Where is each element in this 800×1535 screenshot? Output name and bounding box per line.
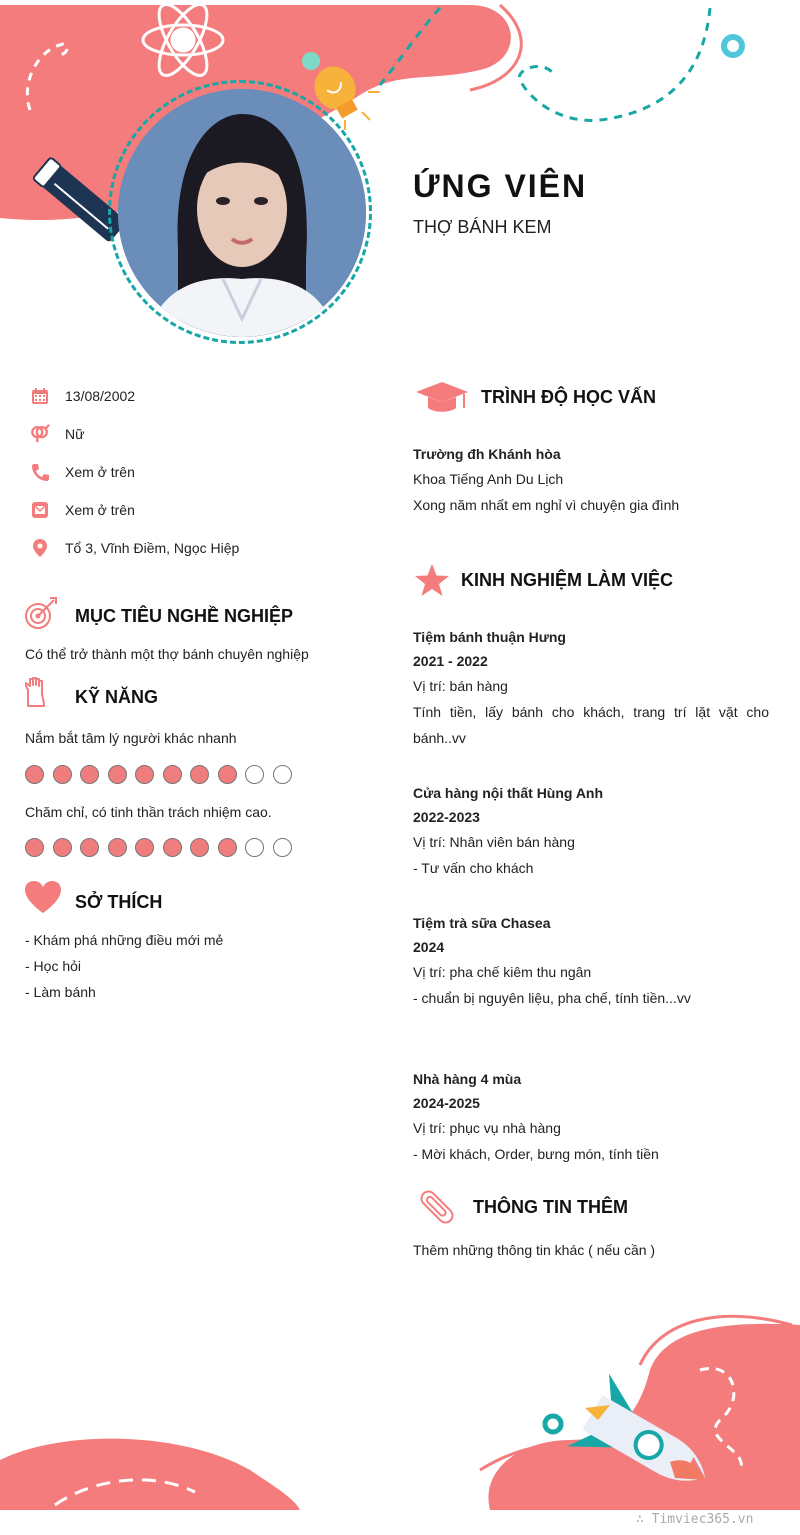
job-company: Nhà hàng 4 mùa bbox=[413, 1071, 522, 1087]
gender-icon bbox=[30, 424, 50, 444]
rating-dot-filled bbox=[108, 765, 127, 784]
objective-title: MỤC TIÊU NGHỀ NGHIỆP bbox=[75, 606, 294, 626]
education-school: Trường đh Khánh hòa bbox=[413, 446, 561, 462]
job-description: - chuẩn bị nguyên liệu, pha chế, tính tiền...vv bbox=[413, 990, 691, 1006]
hobby-item: - Học hỏi bbox=[25, 958, 82, 974]
rating-dot-empty bbox=[273, 765, 292, 784]
hand-icon bbox=[24, 676, 48, 708]
extra-title: THÔNG TIN THÊM bbox=[473, 1197, 628, 1217]
calendar-icon bbox=[30, 386, 50, 406]
job-company: Tiệm bánh thuận Hưng bbox=[413, 629, 566, 645]
job-position: Vị trí: phục vụ nhà hàng bbox=[413, 1120, 561, 1136]
skill-name: Chăm chỉ, có tinh thần trách nhiệm cao. bbox=[25, 804, 272, 820]
rating-dot-filled bbox=[163, 765, 182, 784]
rating-dot-filled bbox=[218, 838, 237, 857]
contact-phone bbox=[30, 462, 135, 482]
job-company: Cửa hàng nội thất Hùng Anh bbox=[413, 785, 604, 801]
contact-birthday-value: 13/08/2002 bbox=[65, 388, 136, 404]
job-company: Tiệm trà sữa Chasea bbox=[413, 915, 551, 931]
phone-icon bbox=[30, 462, 50, 482]
skill-name: Nắm bắt tâm lý người khác nhanh bbox=[25, 730, 237, 746]
heart-icon bbox=[24, 880, 62, 914]
contact-phone-value: Xem ở trên bbox=[65, 464, 135, 480]
skill-rating bbox=[25, 838, 292, 857]
job-position: Vị trí: bán hàng bbox=[413, 678, 508, 694]
objective-text: Có thể trở thành một thợ bánh chuyên nghiệp bbox=[25, 646, 309, 662]
rating-dot-filled bbox=[80, 838, 99, 857]
graduation-cap-icon bbox=[414, 380, 470, 414]
contact-address bbox=[30, 538, 239, 558]
rating-dot-filled bbox=[25, 838, 44, 857]
job-description: - Tư vấn cho khách bbox=[413, 860, 534, 876]
paperclip-icon bbox=[416, 1186, 458, 1228]
rating-dot-filled bbox=[135, 765, 154, 784]
hobbies-title: SỞ THÍCH bbox=[75, 892, 163, 912]
email-icon bbox=[30, 500, 50, 520]
watermark: ∴ Timviec365.vn bbox=[636, 1512, 754, 1527]
job-description: - Mời khách, Order, bưng món, tính tiền bbox=[413, 1146, 659, 1162]
contact-address-value: Tổ 3, Vĩnh Điềm, Ngọc Hiệp bbox=[65, 540, 240, 556]
extra-text: Thêm những thông tin khác ( nếu cần ) bbox=[413, 1242, 656, 1258]
job-position: Vị trí: Nhân viên bán hàng bbox=[413, 834, 575, 850]
contact-gender-value: Nữ bbox=[65, 426, 85, 442]
job-period: 2024-2025 bbox=[413, 1095, 480, 1111]
contact-email bbox=[30, 500, 135, 520]
candidate-job-title: THỢ BÁNH KEM bbox=[413, 217, 552, 237]
contact-gender bbox=[30, 424, 84, 444]
education-title: TRÌNH ĐỘ HỌC VẤN bbox=[481, 387, 656, 407]
job-period: 2024 bbox=[413, 939, 445, 955]
hobby-item: - Làm bánh bbox=[25, 984, 96, 1000]
skill-rating bbox=[25, 765, 292, 784]
location-icon bbox=[30, 538, 50, 558]
rating-dot-filled bbox=[80, 765, 99, 784]
contact-email-value: Xem ở trên bbox=[65, 502, 135, 518]
hobby-item: - Khám phá những điều mới mẻ bbox=[25, 932, 224, 948]
portrait-illustration bbox=[118, 89, 366, 337]
rating-dot-empty bbox=[245, 765, 264, 784]
rating-dot-empty bbox=[273, 838, 292, 857]
job-period: 2022-2023 bbox=[413, 809, 480, 825]
rating-dot-filled bbox=[53, 838, 72, 857]
target-icon bbox=[24, 596, 58, 630]
contact-birthday bbox=[30, 386, 135, 406]
experience-title: KINH NGHIỆM LÀM VIỆC bbox=[461, 570, 674, 590]
education-note: Xong năm nhất em nghỉ vì chuyện gia đình bbox=[413, 497, 680, 513]
rating-dot-filled bbox=[108, 838, 127, 857]
job-description: Tính tiền, lấy bánh cho khách, trang trí lặt vặt cho bánh..vv bbox=[413, 704, 769, 746]
rating-dot-empty bbox=[245, 838, 264, 857]
job-period: 2021 - 2022 bbox=[413, 653, 488, 669]
rating-dot-filled bbox=[163, 838, 182, 857]
rating-dot-filled bbox=[25, 765, 44, 784]
candidate-name: ỨNG VIÊN bbox=[413, 168, 588, 204]
rating-dot-filled bbox=[53, 765, 72, 784]
avatar bbox=[118, 89, 366, 337]
job-position: Vị trí: pha chế kiêm thu ngân bbox=[413, 964, 592, 980]
star-icon bbox=[414, 563, 450, 597]
rating-dot-filled bbox=[190, 838, 209, 857]
skills-title: KỸ NĂNG bbox=[75, 687, 159, 707]
education-major: Khoa Tiếng Anh Du Lịch bbox=[413, 471, 564, 487]
rating-dot-filled bbox=[218, 765, 237, 784]
rating-dot-filled bbox=[135, 838, 154, 857]
rating-dot-filled bbox=[190, 765, 209, 784]
